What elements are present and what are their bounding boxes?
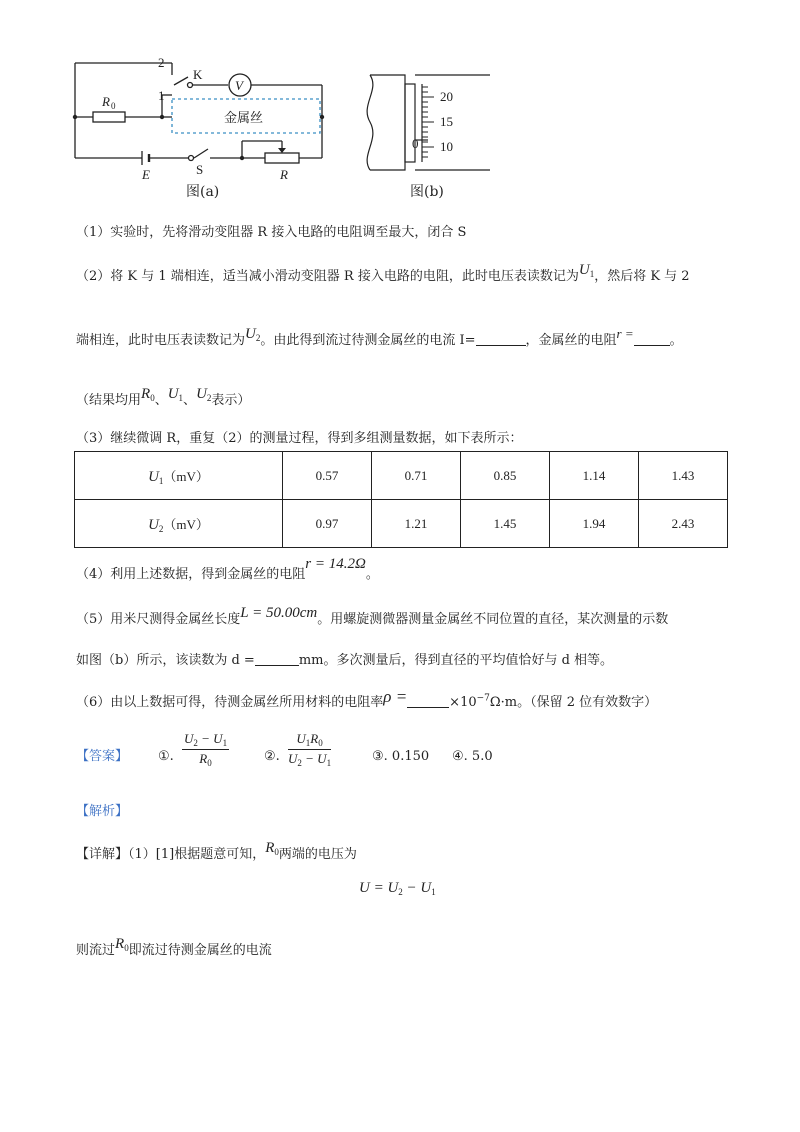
micrometer-zero: 0	[412, 136, 419, 151]
question-2-line-1	[76, 262, 690, 284]
question-2-line-3	[76, 386, 250, 408]
micrometer-diagram	[360, 70, 500, 180]
row-header-u2: $U_2(mV)$	[75, 500, 283, 548]
table-cell: 1.43	[639, 452, 728, 500]
answer-1-fraction: $\frac{U_2 - U_1}{R_0}$	[184, 731, 228, 768]
micrometer-tick-10: 10	[440, 139, 453, 154]
r-symbol: r =	[616, 326, 634, 341]
q2-text-i: 、	[183, 393, 197, 408]
table-cell: 1.14	[550, 452, 639, 500]
figure-a-caption: 图(a)	[186, 184, 220, 200]
l-formula: L = 50.00cm	[240, 605, 318, 621]
r-formula: r = 14.2Ω	[305, 556, 366, 572]
voltmeter-label: V	[235, 78, 243, 93]
micrometer-tick-15: 15	[440, 114, 453, 129]
r0-subscript: 0	[111, 101, 116, 111]
u2-symbol: $U_2$	[245, 326, 261, 343]
switch-s-label: S	[196, 162, 204, 177]
figure-b-caption: 图(b)	[410, 184, 444, 200]
question-3: （3）继续微调 R，重复（2）的测量过程，得到多组测量数据，如下表所示：	[76, 431, 523, 446]
table-cell: 0.85	[461, 452, 550, 500]
resistance-answer-blank[interactable]	[634, 333, 670, 346]
table-cell: 1.94	[550, 500, 639, 548]
q2-text-j: 表示）	[211, 393, 251, 408]
answer-2-fraction: $\frac{U_1R_0}{U_2 - U_1}$	[288, 731, 332, 768]
measurement-table	[74, 451, 728, 548]
table-cell: 0.57	[283, 452, 372, 500]
q2-text-h: 、	[154, 393, 168, 408]
question-2-line-2	[76, 326, 683, 348]
question-5-line-2: 如图（b）所示，该读数为 d = mm。多次测量后，得到直径的平均值恰好与 d 相等。	[76, 653, 614, 668]
diameter-answer-blank[interactable]	[255, 653, 299, 666]
q2-text-a: （2）将 K 与 1 端相连，适当减小滑动变阻器 R 接入电路的电阻，此时电压表读数记为	[76, 269, 579, 284]
q2-text-c: 端相连，此时电压表读数记为	[76, 333, 246, 348]
terminal-1-label: 1	[158, 88, 165, 103]
analysis-line-2: 则流过$R_0$即流过待测金属丝的电流	[76, 936, 272, 958]
q2-text-g: （结果均用	[76, 393, 142, 408]
u1-symbol-2: $U_1$	[167, 386, 184, 403]
resistivity-answer-blank[interactable]	[407, 695, 449, 708]
question-5-line-1: （5）用米尺测得金属丝长度L = 50.00cm。用螺旋测微器测量金属丝不同位置的直径，某次测量的示数	[76, 605, 669, 627]
r0-symbol-4: $R_0$	[115, 936, 129, 953]
table-row	[75, 500, 728, 548]
q2-text-b: ，然后将 K 与 2	[594, 269, 690, 284]
u2-symbol-2: $U_2$	[196, 386, 212, 403]
r0-symbol-3: $R_0$	[265, 840, 279, 857]
table-cell: 1.45	[461, 500, 550, 548]
analysis-tag: 【解析】	[76, 804, 129, 819]
current-answer-blank[interactable]	[476, 333, 526, 346]
table-cell: 0.97	[283, 500, 372, 548]
table-row	[75, 452, 728, 500]
wire-box-label: 金属丝	[224, 111, 264, 126]
answer-tag: 【答案】	[76, 749, 129, 764]
terminal-2-label: 2	[158, 55, 165, 70]
table-cell: 0.71	[372, 452, 461, 500]
q2-text-e: ，金属丝的电阻	[525, 333, 617, 348]
table-cell: 1.21	[372, 500, 461, 548]
analysis-line-1: 【详解】（1）[1]根据题意可知，$R_0$两端的电压为	[76, 840, 357, 862]
question-4: （4）利用上述数据，得到金属丝的电阻r = 14.2Ω。	[76, 556, 379, 582]
r0-symbol: $R_0$	[141, 386, 155, 403]
micrometer-tick-20: 20	[440, 89, 453, 104]
q2-text-f: 。	[669, 333, 683, 348]
row-header-u1: $U_1(mV)$	[75, 452, 283, 500]
table-cell: 2.43	[639, 500, 728, 548]
rheostat-label: R	[280, 167, 288, 182]
r0-label: R	[102, 94, 110, 109]
u1-symbol: $U_1$	[578, 262, 595, 279]
rho-symbol: ρ =	[383, 687, 408, 706]
question-1: （1）实验时，先将滑动变阻器 R 接入电路的电阻调至最大，闭合 S	[76, 225, 467, 240]
question-6: （6）由以上数据可得，待测金属丝所用材料的电阻率$\rho = \times 10^{-7}\Omega\cdot m$。（保留 2 位有效数字）	[76, 687, 658, 710]
voltage-equation: $U = U_2 - U_1$	[359, 880, 436, 897]
q2-text-d: 。由此得到流过待测金属丝的电流 I=	[260, 333, 476, 348]
switch-k-label: K	[193, 67, 203, 82]
battery-label: E	[142, 167, 150, 182]
